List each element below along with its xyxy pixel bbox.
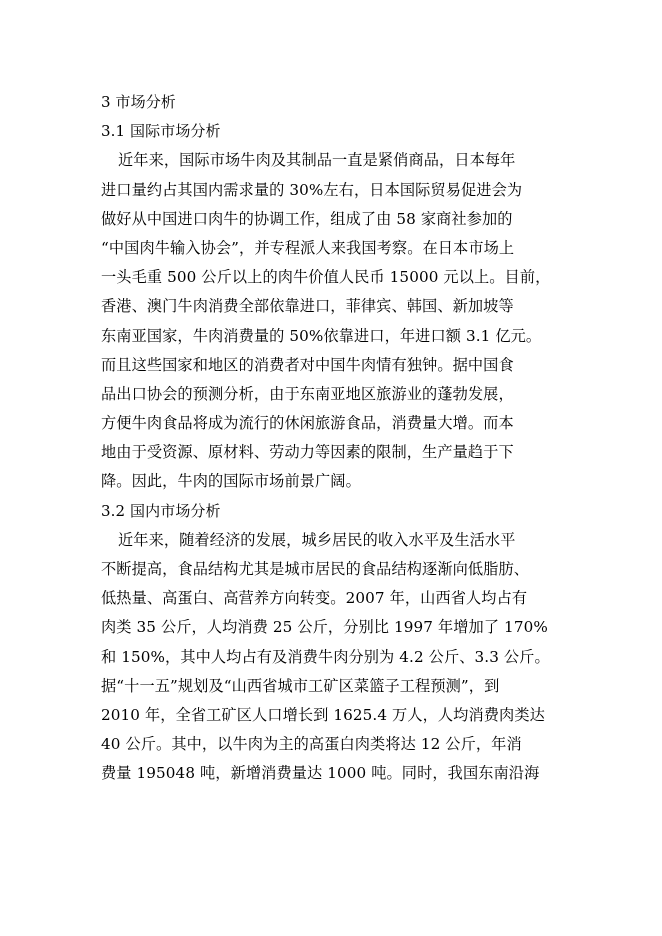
paragraph-line: 费量 195048 吨，新增消费量达 1000 吨。同时，我国东南沿海 [101, 764, 540, 783]
paragraph-line: 香港、澳门牛肉消费全部依靠进口，菲律宾、韩国、新加坡等 [101, 297, 514, 316]
paragraph-line: 和 150%，其中人均占有及消费牛肉分别为 4.2 公斤、3.3 公斤。 [101, 647, 550, 666]
paragraph-line: 不断提高，食品结构尤其是城市居民的食品结构逐渐向低脂肪、 [101, 560, 530, 578]
paragraph-line: 方便牛肉食品将成为流行的休闲旅游食品，消费量大增。而本 [101, 414, 514, 433]
subsection-heading-domestic: 3.2 国内市场分析 [101, 501, 221, 520]
paragraph-line: 地由于受资源、原材料、劳动力等因素的限制，生产量趋于下 [101, 443, 514, 462]
paragraph-line: 肉类 35 公斤，人均消费 25 公斤，分别比 1997 年增加了 170% [101, 618, 548, 637]
paragraph-line: 降。因此，牛肉的国际市场前景广阔。 [101, 472, 361, 491]
paragraph-line: 近年来，随着经济的发展，城乡居民的收入水平及生活水平 [118, 530, 516, 549]
paragraph-line: 而且这些国家和地区的消费者对中国牛肉情有独钟。据中国食 [101, 355, 514, 374]
paragraph-line: 东南亚国家，牛肉消费量的 50%依靠进口，年进口额 3.1 亿元。 [101, 326, 542, 345]
paragraph-line: 2010 年，全省工矿区人口增长到 1625.4 万人，人均消费肉类达 [101, 705, 545, 724]
paragraph-line: “中国肉牛输入协会”，并专程派人来我国考察。在日本市场上 [101, 238, 515, 257]
paragraph-line: 品出口协会的预测分析，由于东南亚地区旅游业的蓬勃发展， [101, 384, 514, 403]
subsection-heading-international: 3.1 国际市场分析 [101, 122, 221, 141]
paragraph-line: 进口量约占其国内需求量的 30%左右，日本国际贸易促进会为 [101, 180, 523, 199]
section-title: 3 市场分析 [101, 93, 176, 111]
document-body [101, 88, 571, 789]
paragraph-line: 40 公斤。其中，以牛肉为主的高蛋白肉类将达 12 公斤，年消 [101, 735, 522, 754]
paragraph-line: 近年来，国际市场牛肉及其制品一直是紧俏商品，日本每年 [118, 151, 516, 170]
paragraph-line: 一头毛重 500 公斤以上的肉牛价值人民币 15000 元以上。目前， [101, 268, 551, 287]
paragraph-line: 据“十一五”规划及“山西省城市工矿区菜篮子工程预测”，到 [101, 676, 500, 695]
paragraph-line: 做好从中国进口肉牛的协调工作，组成了由 58 家商社参加的 [101, 209, 513, 228]
paragraph-line: 低热量、高蛋白、高营养方向转变。2007 年，山西省人均占有 [101, 589, 528, 608]
